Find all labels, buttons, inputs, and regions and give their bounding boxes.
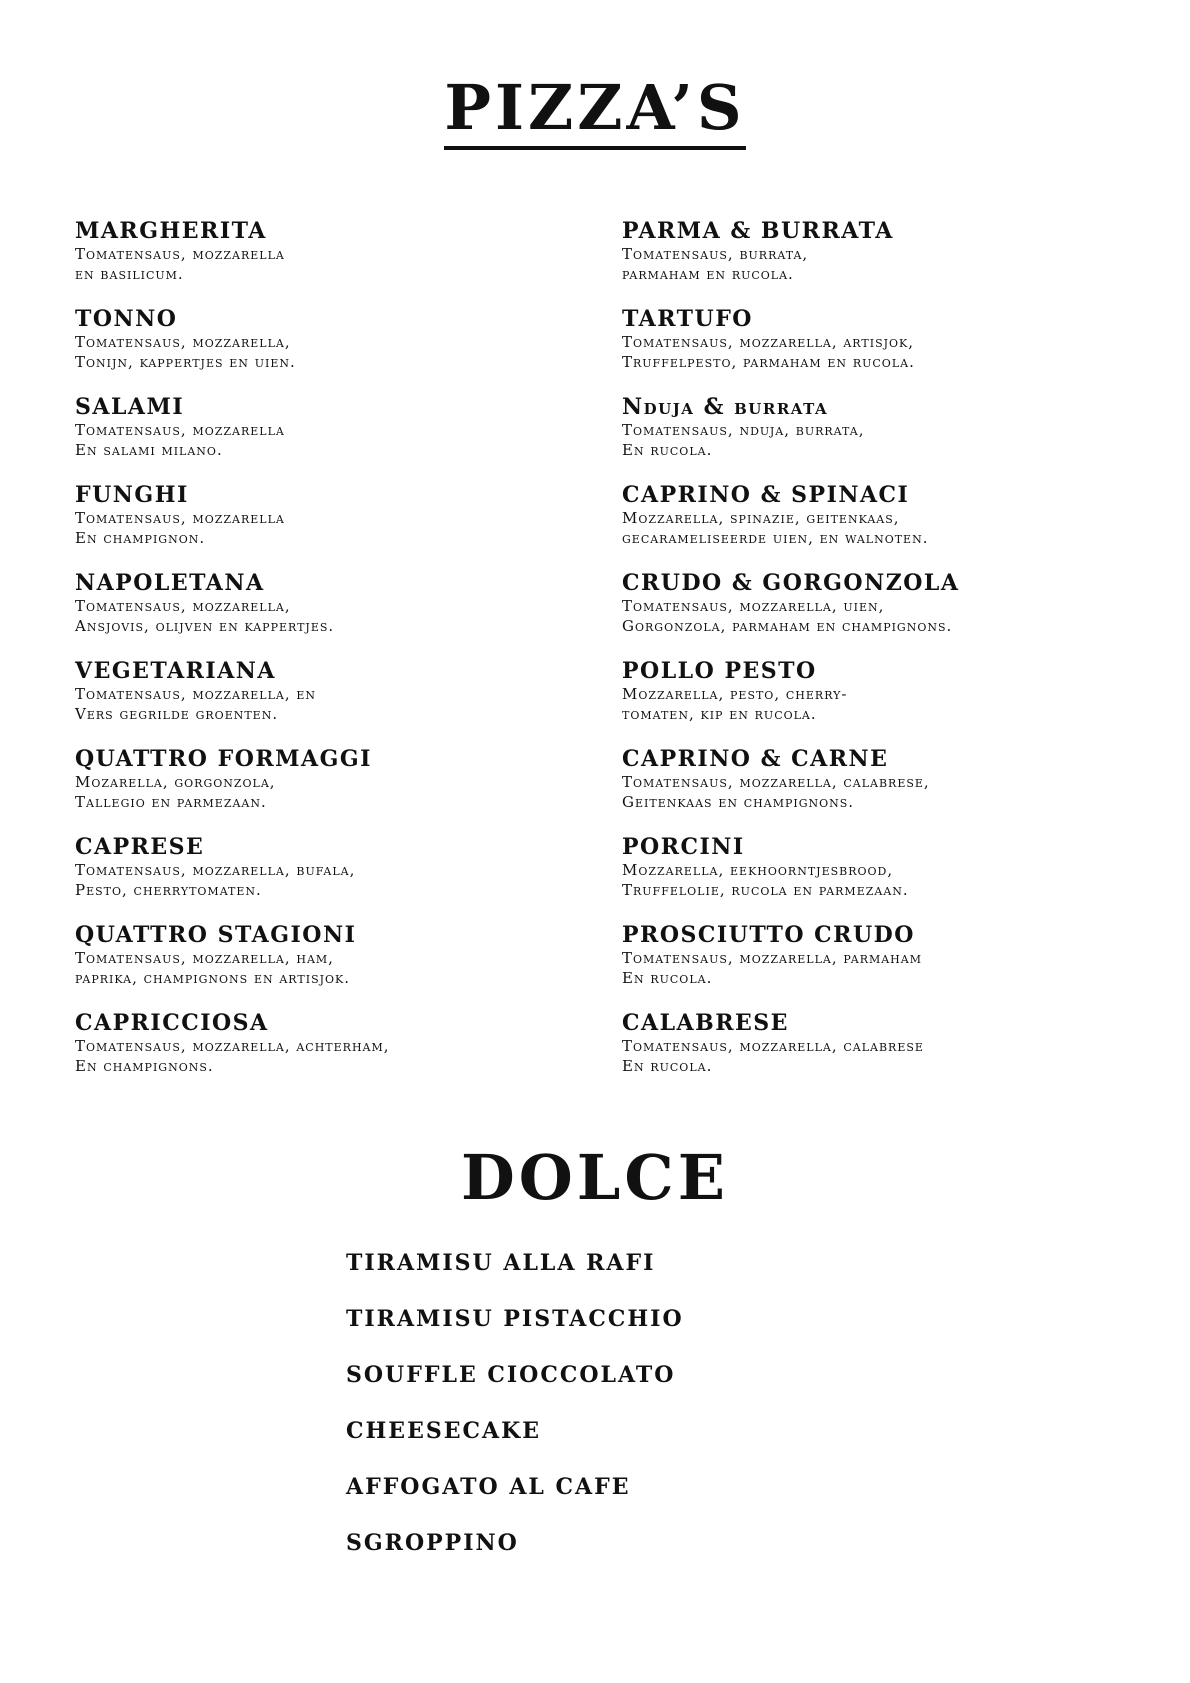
menu-item bbox=[75, 394, 575, 482]
menu-item bbox=[622, 922, 1122, 1010]
item-description: Tomatensaus, mozzarella, artisjok, Truffelpesto, parmaham en rucola. bbox=[622, 333, 915, 371]
dolce-list bbox=[346, 1250, 946, 1586]
menu-item bbox=[622, 1010, 1122, 1098]
dolce-item: AFFOGATO AL CAFE bbox=[346, 1474, 631, 1500]
item-description: Tomatensaus, mozzarella, achterham, En champignons. bbox=[75, 1037, 390, 1075]
item-description: Tomatensaus, burrata, parmaham en rucola. bbox=[622, 245, 809, 283]
menu-item bbox=[622, 218, 1122, 306]
menu-item bbox=[75, 658, 575, 746]
item-name: PORCINI bbox=[622, 834, 745, 860]
item-description: Tomatensaus, mozzarella, en Vers gegrilde groenten. bbox=[75, 685, 317, 723]
item-name: CAPRINO & SPINACI bbox=[622, 482, 910, 508]
menu-item bbox=[622, 570, 1122, 658]
item-description: Tomatensaus, mozzarella, parmaham En rucola. bbox=[622, 949, 922, 987]
item-name: NAPOLETANA bbox=[75, 570, 265, 596]
item-description: Tomatensaus, mozzarella En salami milano. bbox=[75, 421, 285, 459]
menu-item bbox=[75, 746, 575, 834]
menu-item bbox=[622, 482, 1122, 570]
item-name: TARTUFO bbox=[622, 306, 753, 332]
dolce-item: TIRAMISU PISTACCHIO bbox=[346, 1306, 684, 1332]
pizza-section-title bbox=[0, 70, 1190, 150]
item-description: Tomatensaus, mozzarella En champignon. bbox=[75, 509, 285, 547]
item-name: CAPRESE bbox=[75, 834, 205, 860]
item-name: Nduja & burrata bbox=[622, 394, 829, 420]
menu-item bbox=[75, 1010, 575, 1098]
menu-item bbox=[622, 306, 1122, 394]
item-description: Tomatensaus, mozzarella, Tonijn, kappertjes en uien. bbox=[75, 333, 296, 371]
item-name: TONNO bbox=[75, 306, 178, 332]
menu-item bbox=[75, 306, 575, 394]
item-name: PROSCIUTTO CRUDO bbox=[622, 922, 915, 948]
item-name: CAPRICCIOSA bbox=[75, 1010, 269, 1036]
item-name: PARMA & BURRATA bbox=[622, 218, 894, 244]
item-description: Mozzarella, spinazie, geitenkaas, gecarameliseerde uien, en walnoten. bbox=[622, 509, 929, 547]
pizza-right-column bbox=[622, 218, 1122, 1098]
menu-item bbox=[622, 394, 1122, 482]
item-name: QUATTRO FORMAGGI bbox=[75, 746, 372, 772]
item-name: SALAMI bbox=[75, 394, 185, 420]
item-description: Tomatensaus, mozzarella, calabrese, Geitenkaas en champignons. bbox=[622, 773, 930, 811]
item-description: Tomatensaus, mozzarella, uien, Gorgonzola, parmaham en champignons. bbox=[622, 597, 953, 635]
pizza-left-column bbox=[75, 218, 575, 1098]
menu-item bbox=[622, 834, 1122, 922]
item-description: Mozarella, gorgonzola, Tallegio en parmezaan. bbox=[75, 773, 276, 811]
item-description: Tomatensaus, mozzarella, ham, paprika, champignons en artisjok. bbox=[75, 949, 351, 987]
item-name: FUNGHI bbox=[75, 482, 189, 508]
item-name: CRUDO & GORGONZOLA bbox=[622, 570, 960, 596]
item-name: MARGHERITA bbox=[75, 218, 267, 244]
menu-item bbox=[622, 746, 1122, 834]
menu-item bbox=[622, 658, 1122, 746]
item-name: VEGETARIANA bbox=[75, 658, 276, 684]
item-name: CAPRINO & CARNE bbox=[622, 746, 889, 772]
item-description: Mozzarella, pesto, cherry- tomaten, kip en rucola. bbox=[622, 685, 848, 723]
item-description: Tomatensaus, mozzarella, calabrese En rucola. bbox=[622, 1037, 924, 1075]
dolce-item: TIRAMISU ALLA RAFI bbox=[346, 1250, 656, 1276]
dolce-section-title: DOLCE bbox=[461, 1141, 729, 1214]
item-name: QUATTRO STAGIONI bbox=[75, 922, 357, 948]
dolce-item: CHEESECAKE bbox=[346, 1418, 541, 1444]
item-description: Tomatensaus, mozzarella, Ansjovis, olijven en kappertjes. bbox=[75, 597, 335, 635]
menu-item bbox=[75, 570, 575, 658]
item-description: Tomatensaus, mozzarella, bufala, Pesto, cherrytomaten. bbox=[75, 861, 356, 899]
item-description: Tomatensaus, nduja, burrata, En rucola. bbox=[622, 421, 865, 459]
item-description: Tomatensaus, mozzarella en basilicum. bbox=[75, 245, 285, 283]
menu-item bbox=[75, 834, 575, 922]
menu-item bbox=[75, 922, 575, 1010]
dolce-item: SGROPPINO bbox=[346, 1530, 519, 1556]
item-name: CALABRESE bbox=[622, 1010, 789, 1036]
dolce-item: SOUFFLE CIOCCOLATO bbox=[346, 1362, 676, 1388]
pizza-title-text: PIZZA’S bbox=[444, 70, 745, 150]
item-description: Mozzarella, eekhoorntjesbrood, Truffelolie, rucola en parmezaan. bbox=[622, 861, 909, 899]
item-name: POLLO PESTO bbox=[622, 658, 817, 684]
menu-item bbox=[75, 218, 575, 306]
menu-item bbox=[75, 482, 575, 570]
